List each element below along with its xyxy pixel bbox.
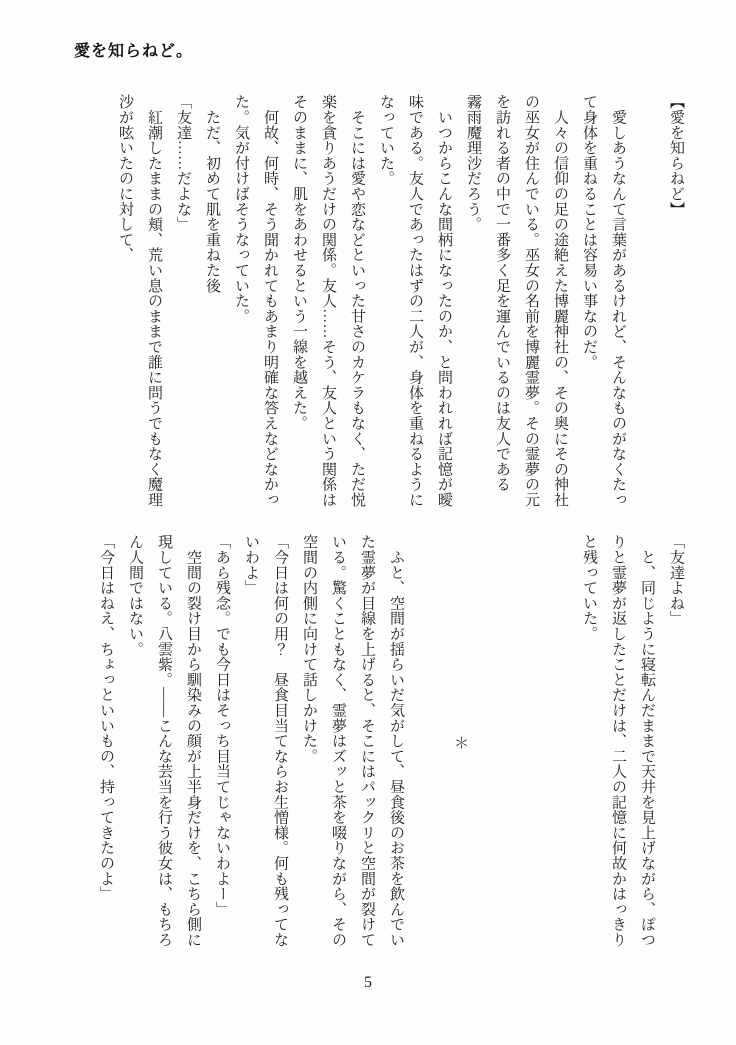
text-column: いる。驚くこともなく、霊夢はズッと茶を啜りながら、その [330, 534, 346, 948]
text-column: ふと、空間が揺らいだ気がして、昼食後のお茶を飲んでい [388, 534, 404, 948]
text-column: 「友達……だよな」 [175, 94, 191, 232]
text-column: 霧雨魔理沙だろう。 [465, 94, 481, 232]
text-column: 愛しあうなんて言葉があるけれど、そんなものがなくたっ [610, 94, 626, 508]
text-column: ん人間ではない。 [127, 534, 143, 657]
text-block-top [110, 94, 690, 512]
text-column: 味である。友人であったはずの二人が、身体を重ねるように [407, 94, 423, 508]
text-column: 「あら残念。でも今日はそっち目当てじゃないわよー」 [214, 534, 230, 917]
text-column: 何故、何時、そう聞かれてもあまり明確な答えなどなかっ [262, 94, 278, 508]
text-column: 空間の内側に向けて話しかけた。 [301, 534, 317, 764]
text-column: を訪れる者の中で一番多く足を運んでいるのは友人である [494, 94, 510, 492]
text-column: と残っていた。 [581, 534, 597, 642]
text-column: た。気が付けばそうなっていた。 [233, 94, 249, 324]
text-column: 楽を貪りあうだけの関係。友人……そう、友人という関係は [320, 94, 336, 508]
page-number: 5 [364, 974, 372, 991]
text-column: ただ、初めて肌を重ねた後 [204, 94, 220, 293]
text-column: た霊夢が目線を上げると、そこにはパックリと空間が裂けて [359, 534, 375, 948]
text-column: 現している。八雲紫。――こんな芸当を行う彼女は、もちろ [156, 534, 172, 948]
text-column: 沙が呟いたのに対して、 [117, 94, 133, 263]
text-column: 「今日はねえ、ちょっといいもの、持ってきたのよ」 [98, 534, 114, 902]
text-column: 「友達よね」 [668, 534, 684, 626]
text-column: りと霊夢が返したことだけは、二人の記憶に何故かはっきり [610, 534, 626, 948]
text-column: なっていた。 [378, 94, 394, 186]
text-column: て身体を重ねることは容易い事なのだ。 [581, 94, 597, 370]
text-column: そのままに、肌をあわせるという一線を越えた。 [291, 94, 307, 431]
text-column: と、同じように寝転んだままで天井を見上げながら、ぽつ [639, 534, 655, 948]
text-column: いつからこんな間柄になったのか、と問われれば記憶が曖 [436, 94, 452, 508]
text-column: 紅潮したままの頬、荒い息のままで誰に問うでもなく魔理 [146, 94, 162, 508]
page-header-title: 愛を知らねど。 [74, 43, 194, 60]
text-column: の巫女が住んでいる。巫女の名前を博麗霊夢。その霊夢の元 [523, 94, 539, 508]
text-block-bottom [91, 534, 690, 952]
text-column: いわよ」 [243, 534, 259, 596]
text-column: 「今日は何の用？ 昼食目当てならお生憎様。何も残ってな [272, 534, 288, 948]
text-column: 空間の裂け目から馴染みの顔が上半身だけを、こちら側に [185, 534, 201, 948]
text-column: 人々の信仰の足の途絶えた博麗神社の、その奥にその神社 [552, 94, 568, 508]
section-title: 【愛を知らねど】 [668, 94, 684, 217]
text-column [632, 94, 661, 512]
text-column: そこには愛や恋などといった甘さのカケラもなく、ただ悦 [349, 94, 365, 508]
scene-separator-asterisk: ＊ [452, 735, 468, 751]
